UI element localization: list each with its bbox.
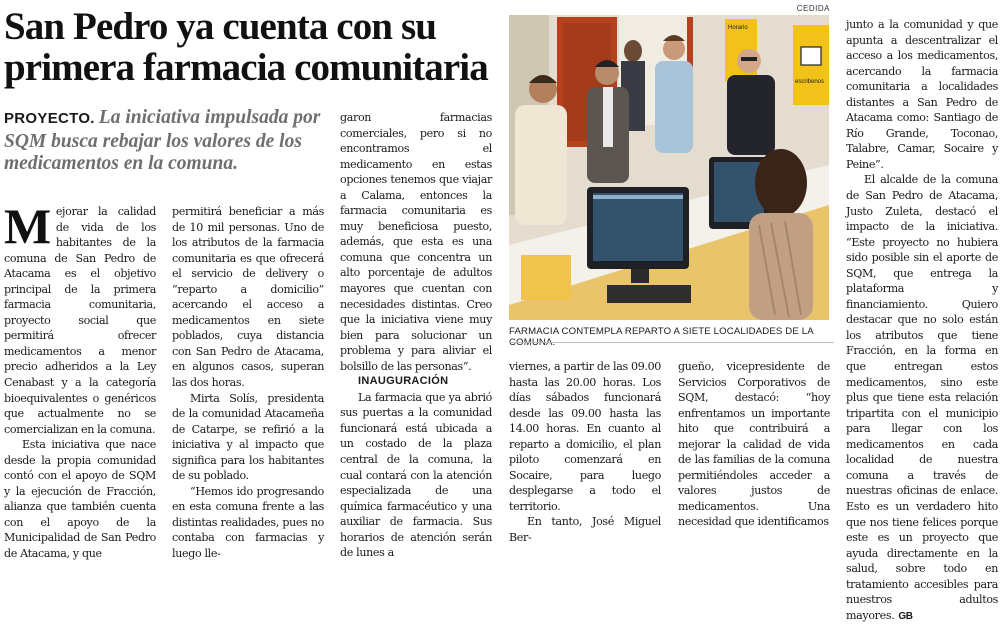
article-column-3 — [340, 110, 492, 561]
col1-paragraph-2: Esta iniciativa que nace desde la propia comunidad contó con el apoyo de SQM y la ejecución de Fracción, alianza que también cuenta con el apoyo de la Municipalidad de San Pedro de Atacama, y que — [4, 438, 156, 561]
col5-paragraph-1: gueño, vicepresidente de Servicios Corporativos de SQM, destacó: “hoy enfrentamos un importante hito que contribuirá a mejorar la calidad de vida de las familias de la comuna permitiéndoles acceder a valores justos de medicamentos. Una necesidad que identificamos — [678, 360, 830, 529]
lead-text: La iniciativa impulsada por SQM busca rebajar los valores de los medicamentos en la comuna. — [4, 107, 321, 174]
col3-paragraph-2: La farmacia que ya abrió sus puertas a la comunidad funcionará está ubicada a un costado de la plaza central de la comuna, la cual contará con la atención especializada de una química farmacéutico y una auxiliar de farmacia. Sus horarios de atención serán de lunes a — [340, 390, 492, 560]
col1-paragraph-1: Mejorar la calidad de vida de los habitantes de la comuna de San Pedro de Atacama es el objetivo principal de la primera farmacia comunitaria, proyecto social que permitirá ofrecer medicamentos a menor precio adheridos a la Ley Cenabast y a la categoría bioequivalentes o genéricos que actualmente no se comercializan en la comuna. — [4, 198, 156, 436]
section-subhead: INAUGURACIÓN — [358, 375, 449, 388]
col6-paragraph-1: junto a la comunidad y que apunta a descentralizar el acceso a los medicamentos, acercando la farmacia comunitaria a localidades distantes a San Pedro de Atacama como: Santiago de Río Grande, Toconao, Talabre, Camar, Socaire y Peine”. — [846, 18, 998, 171]
sign-escribenos: escribenos — [795, 79, 825, 85]
end-mark: GB — [898, 610, 913, 622]
pharmacy-scene-illustration — [509, 15, 829, 320]
article-column-6 — [846, 17, 998, 624]
kicker: PROYECTO. — [4, 110, 95, 127]
article-column-4 — [509, 359, 661, 546]
photo-caption: FARMACIA CONTEMPLA REPARTO A SIETE LOCALIDADES DE LA — [509, 326, 814, 337]
col4-paragraph-1: viernes, a partir de las 09.00 hasta las 20.00 horas. Los días sábados funcionará desde las 09.00 hasta las 14.00 horas. En cuanto al reparto a domicilio, el plan piloto comenzará en Socaire, para luego desplegarse a todo el territorio. — [509, 360, 661, 513]
col6-paragraph-2: El alcalde de la comuna de San Pedro de Atacama, Justo Zuleta, destacó el impacto de la iniciativa. “Este proyecto no hubiera sido posible sin el aporte de SQM, que entrega la plataforma y financiamiento. Quiero destacar que no solo están los atributos que tiene Fracción, en la forma en que entregan estos medicamentos, sino este plus que tiene esta relación tripartita con el municipio para llegar con los medicamentos en cada localidad de nuestra comuna a través de nuestras oficinas de enlace. Esto es un verdadero hito que nos tiene felices porque este es un proyecto que ayuda directamente en la salud, sobre todo en tratamiento accesibles para nuestros adultos mayores. GB — [846, 173, 998, 622]
sign-horario: Horario — [728, 25, 748, 31]
col3-paragraph-1: garon farmacias comerciales, pero si no encontramos el medicamento en estas opciones tenemos que viajar a Calama, entonces la farmacia comunitaria es muy beneficiosa puesto, además, que esta es una comuna que concentra un alto porcentaje de adultos mayores que cuentan con necesidades distintas. Creo que la iniciativa viene muy bien para solucionar un problema y para aliviar el bolsillo de las personas”. — [340, 111, 492, 373]
article-column-5 — [678, 359, 830, 530]
article-photo — [509, 15, 829, 320]
col2-paragraph-2: Mirta Solís, presidenta de la comunidad Atacameña de Catarpe, se refirió a la iniciativa y al impacto que significa para los habitantes de su poblado. — [172, 391, 324, 483]
caption-divider — [509, 342, 834, 343]
article-column-2 — [172, 204, 324, 562]
col2-paragraph-1: permitirá beneficiar a más de 10 mil personas. Uno de los atributos de la farmacia comunitaria es que ofrecerá el servicio de delivery o “reparto a domicilio” acercando el acceso a medicamentos en siete poblados, cuya distancia con San Pedro de Atacama, en algunos casos, superan las dos horas. — [172, 205, 324, 390]
photo-credit: CEDIDA — [796, 4, 830, 13]
headline: San Pedro ya cuenta con su primera farmacia comunitaria — [4, 5, 488, 89]
lead-paragraph — [4, 107, 329, 176]
drop-cap: M — [4, 198, 51, 254]
article-column-1 — [4, 198, 156, 562]
col4-paragraph-2: En tanto, José Miguel Ber- — [509, 515, 661, 545]
col2-paragraph-3: “Hemos ido progresando en esta comuna frente a las distintas realidades, pues no contaba con farmacias y luego lle- — [172, 484, 324, 561]
